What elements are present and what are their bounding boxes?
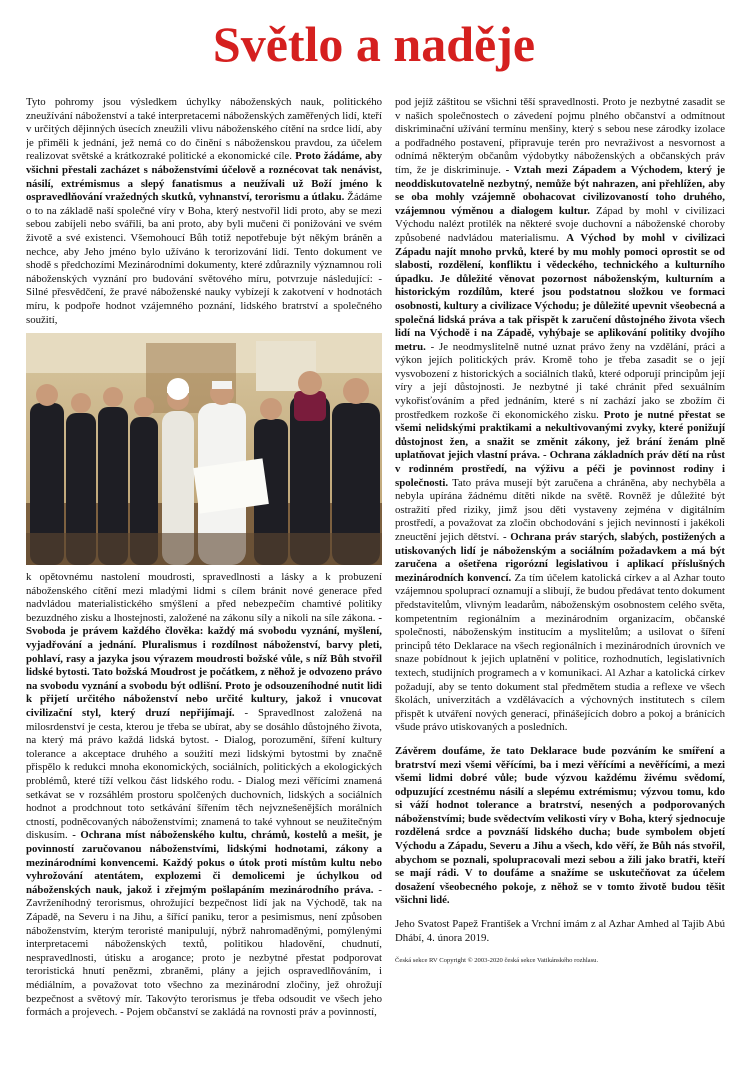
photo-illustration	[26, 333, 382, 565]
text-run: - Zavrženíhodný terorismus, ohrožující bezpečnost lidí jak na Východě, tak na Západě, na Severu i na Jihu, a šířící paniku, teror a pesimismus, není způsoben náboženstvím, kterým teroristé manipulují, nýbrž nahromaděnými, pomýlenými interpretacemi náboženských textů, politikou hladovění, chudnutí, nespravedlnosti, útisku a arogance; proto je nezbytné přestat podporovat teroristická hnutí penězmi, zbraněmi, plány a jejich ospravedlňováním, i médiálním, a považovat toto všechno za mezinárodní zločiny, jež ohrožují bezpečnost a světový mír. Takovýto terorismus je třeba odsoudit ve všech jeho formách a projevech. - Pojem občanství se zakládá na rovnosti práv a povinností,	[26, 883, 382, 1019]
left-paragraph-1	[26, 96, 382, 327]
text-run: - Spravedlnost založená na milosrdenství je cesta, kterou je třeba se ubírat, aby se dosáhlo důstojného života, na který má právo každá lidská bytost. - Dialog, porozumění, šíření kultury tolerance a akceptace druhého a soužití mezi lidskými bytostmi by značně přispělo k redukci mnoha ekonomických, sociálních, politických a ekologických problémů, které tíží velkou část lidského rodu. - Dialog mezi věřícími znamená setkávat se v rozsáhlém prostoru spolčených duchovních, lidských a sociálních hodnot a prodchnout toto setkávání šířením těch nejvznešenějších morálních ctností, podněcovaných náboženstvími; znamená to také vyhnout se neužitečným diskusím.	[26, 707, 382, 842]
text-run: Žádáme o to na základě naší společné víry v Boha, který nestvořil lidi proto, aby se mezi sebou zabíjeli nebo svářili, ba ani proto, aby byli mučeni či ponižováni ve svém životě a své existenci. Všemohoucí Bůh totiž nepotřebuje být někým bráněn a nechce, aby Jeho jméno bylo užíváno k terorizování lidí. Tento dokument ve shodě s předchozími Mezinárodními dokumenty, které zdůraznily významnou roli náboženských vyznání pro budování světového míru, potvrzuje následující: - Silné přesvědčení, že pravé náboženské nauky vybízejí k zakotvení v hodnotách míru, k podpoře hodnot vzájemného poznání, lidského bratrství a společného soužití,	[26, 191, 382, 326]
text-run: pod jejíž záštitou se všichni těší spravedlnosti. Proto je nezbytné zasadit se v našich společnostech o závedení pojmu plného občanství a odmítnout diskriminační užívání termínu menšiny, který s sebou nese zárodky izolace a podřadného postavení, připravuje terén pro nevraživost a nesvornost a odnímá některým občanům výdobytky náboženských a občanských práv tím, že je diskriminuje.	[395, 96, 725, 176]
text-run: k opětovnému nastolení moudrosti, spravedlnosti a lásky a k probuzení náboženského cítění mezi mladými lidmi s cílem bránit nové generace před nadvládou materialistického smýšlení a před nebezpečím chamtivé politiky bezuzdného zisku a lhostejnosti, založené na zákonu síly a nikoli na síle zákona.	[26, 571, 382, 624]
bold-text-run: Proto je nutné přestat se všemi nelidskými praktikami a nekultivovanými zvyky, které ponižují důstojnost žen, a snažit se změnit zákony, jež brání ženám plně uplatňovat jejich vlastní práva. - Ochrana základních práv dětí na růst v rodinném prostředí, na výživu a péči je povinnost rodiny i společnosti.	[395, 408, 725, 489]
copyright-footer: Česká sekce RV Copyright © 2003-2020 česká sekce Vatikánského rozhlasu.	[395, 957, 599, 965]
bold-text-run: - Svoboda je právem každého člověka: každý má svobodu vyznání, myšlení, vyjadřování a jednání. Pluralismus i rozdílnost náboženství, barvy pleti, pohlaví, rasy a jazyka jsou výrazem moudrosti božské vůle, s níž Bůh stvořil lidské bytosti. Tato božská Moudrost je počátkem, z něhož je odvozeno právo na svobodu vyznání a svobodu být odlišní. Proto je odsouzeníhodné nutit lidi k přijetí určitého náboženství nebo určité kultury, jakož i vnucovat civilizační styl, který druzí nepřijímají.	[26, 611, 382, 720]
bold-text-run: A Východ by mohl v civilizaci Západu najít mnoho prvků, které by mu mohly pomoci oprostit se od slabosti, rozdělení, konfliktu i vědeckého, technického a kulturního úpadku. Je důležité věnovat pozornost náboženským, kulturním a historickým rozdílům, které jsou podstatnou složkou ve formaci osobnosti, kultury a civilizace Východu; je důležité upevnit všeobecná a společná lidská práva a tak přispět k zaručení důstojného života všech lidí na Východě i na Západě, vyhýbaje se aplikování politiky dvojího metru.	[395, 231, 725, 353]
bold-text-run: - Ochrana práv starých, slabých, postižených a utiskovaných lidí je náboženským a sociálním požadavkem a má být zaručena a ošetřena rigorózní legislativou i aplikací příslušných mezinárodních konvencí.	[395, 531, 725, 584]
bold-text-run: Proto žádáme, aby všichni přestali zacházet s náboženstvími účelově a roznécovat tak nenávist, násilí, extrémismus a slepý fanatismus a neužívali už Boží jméno k ospravedlňování vražedných skutků, vyhnanství, terorismu a útlaku.	[26, 150, 382, 204]
text-run: Tyto pohromy jsou výsledkem úchylky náboženských nauk, politického zneužívání náboženství a také interpretacemi náboženských zaměřených lidí, kteří v určitých dějinných úsecích zneužili vlivu náboženského cítění na srdce lidí, aby je přiměli k jednání, jež nemá co do činění s náboženskou pravdou, za účelem realizovat světské a krátkozraké politické a ekonomické cíle.	[26, 96, 382, 163]
text-run: - Je neodmyslitelně nutné uznat právo ženy na vzdělání, práci a výkon jejích politických práv. Kromě toho je třeba zasadit se o její vysvobození z historických a sociálních tlaků, které odporují principům její víry a její důstojnosti. Je nezbytné ji také chránit před sexuálním vykořisťováním a před jednáním, které s ní zachází jako se zbožím či prostředkem rozkoše či ekonomického zisku.	[395, 340, 725, 421]
article-title: Světlo a naděje	[212, 16, 536, 72]
meeting-photo	[26, 333, 382, 565]
left-column	[26, 96, 382, 1058]
conclusion-paragraph: Závěrem doufáme, že tato Deklarace bude pozváním ke smíření a bratrství mezi všemi věřícími, ba i mezi věřícími a nevěřícími, a mezi všemi lidmi dobré vůle; bude výzvou každému živému svědomí, odpuzující zcestnému násilí a slepému extrémismu; výzvou tomu, kdo si váží hodnot tolerance a bratrství, nesených a podporovaných náboženstvími; bude svědectvím velikosti víry v Boha, který sjednocuje rozdělená srdce a povznáší lidského ducha; bude symbolem objetí Východu a Západu, Severu a Jihu a všech, kdo věří, že Bůh nás stvořil, abychom se poznali, spolupracovali mezi sebou a žili jako bratři, kteří se mají rádi. V to doufáme a snažíme se uskutečňovat za účelem dosažení všeobecného pokoje, z něhož se v tomto životě budou těšit všichni lidé.	[395, 744, 725, 907]
text-run: Tato práva musejí být zaručena a chráněna, aby nechyběla a nebyla upírána žádnému dítěti nikde na světě. Rovněž je důležité být ostražití před riziky, jimž jsou děti vystaveny zejména v digitálním prostředí, a považovat za zločin obchodování s jejich nevinností i jakékoli zneuctění jejich dětství.	[395, 476, 725, 543]
right-column	[395, 96, 725, 1058]
right-paragraph-1	[395, 96, 725, 735]
signature-line: Jeho Svatost Papež František a Vrchní imám z al Azhar Amhed al Tajib Abú Dhábí, 4. února 2019.	[395, 918, 725, 944]
bold-text-run: - Vztah mezi Západem a Východem, který je neoddiskutovatelně nezbytný, nemůže být nahrazen, ani přehlížen, aby se oba mohly vzájemně obohacovat civilizovaností toho druhého, vzájemnou výměnou a dialogem kultur.	[395, 163, 725, 217]
left-paragraph-2	[26, 571, 382, 1020]
bold-text-run: - Ochrana míst náboženského kultu, chrámů, kostelů a mešit, je povinností zaručovanou náboženstvími, lidskými hodnotami, zákony a mezinárodními konvencemi. Každý pokus o útok proti místům kultu nebo vyhrožování atentátem, explozemi či demolicemi je úchylkou od náboženských nauk, jakož i zřejmým pošlapáním mezinárodního práva.	[26, 829, 382, 896]
text-run: Západ by mohl v civilizaci Východu nalézt protilék na některé svoje duchovní a náboženské choroby způsobené nadvládou materialismu.	[395, 204, 725, 244]
text-run: Za tím účelem katolická církev a al Azhar touto vzájemnou spoluprací oznamují a slibují, že budou předávat tento dokument představitelům, vlivným leadarům, náboženským osobnostem celého světa, kompetentním regionálním a mezinárodním organizacím, občanské společnosti, náboženským institucím a myslitelům; a usilovat o šíření principů této Deklarace na všech regionálních i mezinárodních úrovních ve snaze pobídnout k jejich uplatnění v politice, rozhodnutích, legislativních textech, studijních programech a v komunikaci. Al Azhar a katolická církev požadují, aby se tento dokument stal předmětem studia a reflexe ve všech školách, univerzitách a vzdělávacích a výchovných institutech s cílem přispět k utváření nových generací, přinášejících dobro a pokoj a bránících všude právo utiskovaných a posledních.	[395, 571, 725, 734]
